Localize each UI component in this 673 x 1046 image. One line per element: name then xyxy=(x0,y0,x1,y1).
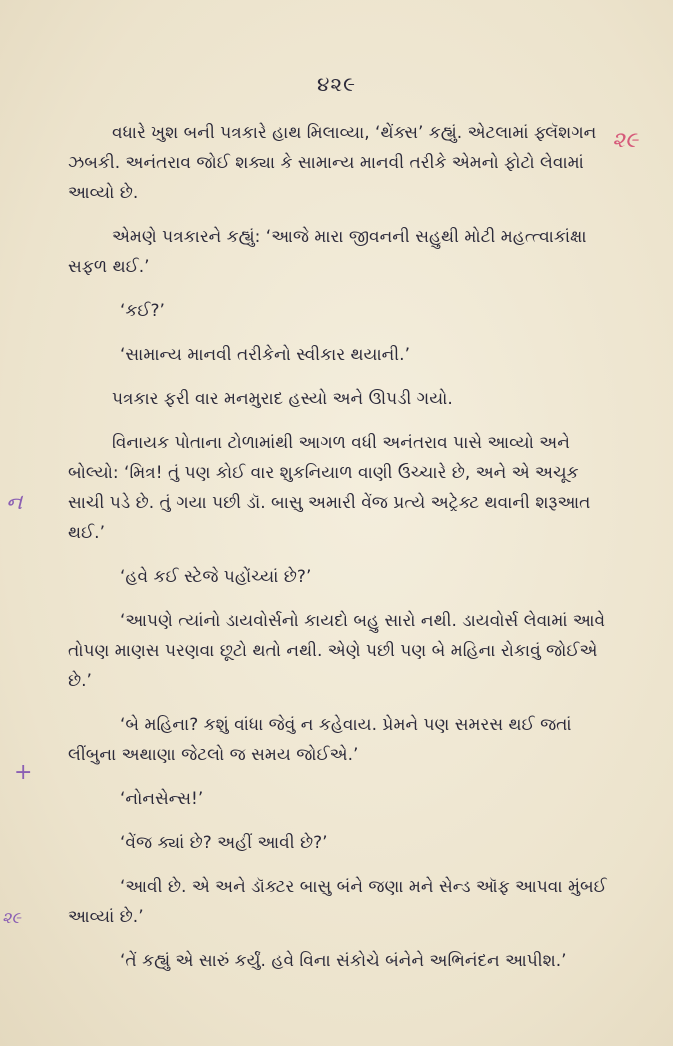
page-body xyxy=(68,118,616,990)
dialogue-line: ‘કઈ?’ xyxy=(120,301,165,321)
dialogue-line: ‘નોનસેન્સ!’ xyxy=(120,789,204,809)
page-number: ૪૨૯ xyxy=(317,72,356,96)
paragraph: એમણે પત્રકારને કહ્યું: ‘આજે મારા જીવનની સહુથી મોટી મહત્ત્વાકાંક્ષા સફળ થઈ.’ xyxy=(68,227,592,277)
dialogue-line: ‘તેં કહ્યું એ સારું કર્યું. હવે વિના સંકોચે બંનેને અભિનંદન આપીશ.’ xyxy=(120,951,567,971)
dialogue-line: ‘વેંજ ક્યાં છે? અહીં આવી છે?’ xyxy=(120,833,328,853)
dialogue-line: ‘આપણે ત્યાંનો ડાયવોર્સનો કાયદો બહુ સારો નથી. ડાયવોર્સ લેવામાં આવે તોપણ માણસ પરણવા છૂટો થતો નથી. એણે પછી પણ બે મહિના રોકાવું જોઈએ છે.’ xyxy=(68,611,611,691)
margin-annotation: + xyxy=(14,760,33,785)
dialogue-line: ‘આવી છે. એ અને ડૉક્ટર બાસુ બંને જણા મને સેન્ડ ઑફ આપવા મુંબઈ આવ્યાં છે.’ xyxy=(68,877,613,927)
margin-annotation: ૨૯ xyxy=(612,128,638,153)
paragraph: વધારે ખુશ બની પત્રકારે હાથ મિલાવ્યા, ‘થેંક્સ’ કહ્યું. એટલામાં ફ્લૅશગન ઝબકી. અનંતરાવ જોઈ શક્યા કે સામાન્ય માનવી તરીકે એમનો ફોટો લેવામાં આવ્યો છે. xyxy=(68,123,602,203)
paragraph: વિનાયક પોતાના ટોળામાંથી આગળ વધી અનંતરાવ પાસે આવ્યો અને બોલ્યો: ‘મિત્ર! તું પણ કોઈ વાર શુકનિયાળ વાણી ઉચ્ચારે છે, અને એ અચૂક સાચી પડે છે. તું ગયા પછી ડૉ. બાસુ અમારી વેંજ પ્રત્યે અટ્રેક્ટ થવાની શરૂઆત થઈ.’ xyxy=(68,433,596,543)
dialogue-line: ‘હવે કઈ સ્ટેજે પહોંચ્યાં છે?’ xyxy=(120,567,312,587)
margin-annotation: ન xyxy=(6,490,23,515)
dialogue-line: ‘સામાન્ય માનવી તરીકેનો સ્વીકાર થયાની.’ xyxy=(120,345,410,365)
margin-annotation: ૨૯ xyxy=(2,908,21,927)
paragraph: પત્રકાર ફરી વાર મનમુરાદ હસ્યો અને ઊપડી ગયો. xyxy=(112,389,453,409)
dialogue-line: ‘બે મહિના? કશું વાંધા જેવું ન કહેવાય. પ્રેમને પણ સમરસ થઈ જતાં લીંબુના અથાણા જેટલો જ સમય જોઈએ.’ xyxy=(68,715,577,765)
